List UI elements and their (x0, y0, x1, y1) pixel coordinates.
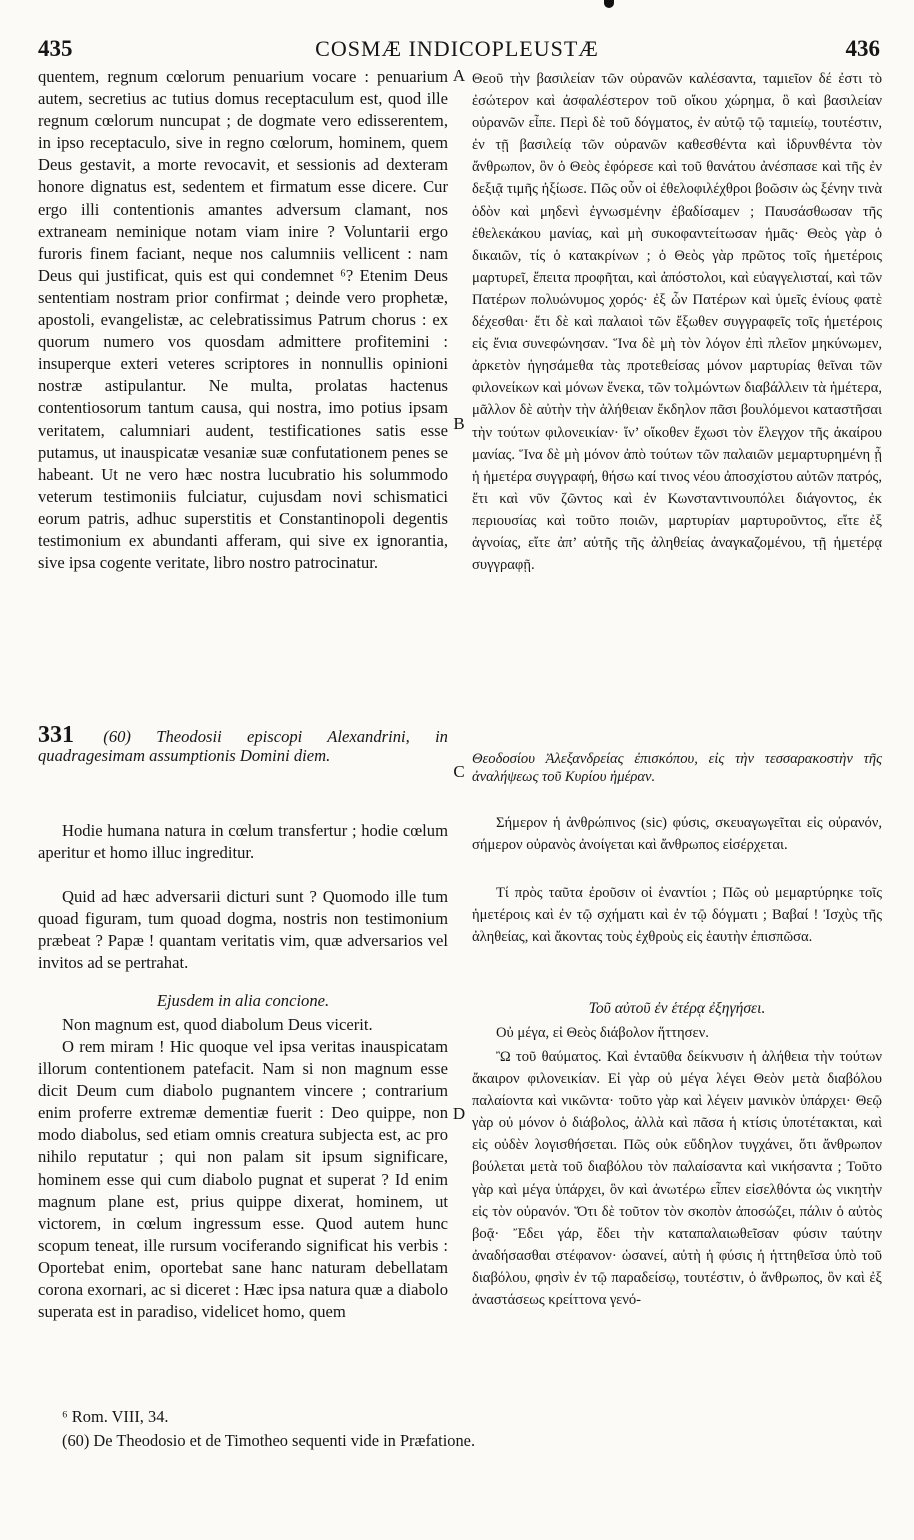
latin-sub-heading: Ejusdem in alia concione. (156, 991, 330, 1010)
latin-paragraph-5: O rem miram ! Hic quoque vel ipsa veritas inauspicatam illorum contentionem patefacit. Nam si non magnum esse dicit Deum cum diabolo pugnantem vincere ; contrarium enim proferre extremæ dementiæ fuerit : Deo quippe, non modo diabolus, sed etiam omnis creatura subjecta est, ac pro nihilo reputatur ; qui non palam sit ipsum significare, hominem esse qui cum diabolo pugnat et superat ? Id enim magnum plane est, prius quippe dixerat, hominem, ut victorem, in cœlum ingressum esse. Quod autem hunc scopum teneat, ille rursum vociferando significat his verbis : Oportebat enim, oportebat sane hanc naturam debellatam corona exornari, ac si diceret : Hæc ipsa natura quæ a diabolo superata est in paradiso, videlicet homo, quem (38, 1037, 448, 1322)
latin-paragraph-3: Quid ad hæc adversarii dicturi sunt ? Quomodo ille tum quoad figuram, tum quoad dogma, nostris non testimonium præbeat ? Papæ ! quantam veritatis vim, quæ adversarios vel invitos ad se pertrahat. (38, 887, 448, 973)
greek-paragraph-4: Οὐ μέγα, εἰ Θεὸς διάβολον ἥττησεν. (496, 1025, 709, 1041)
greek-paragraph-1: Θεοῦ τὴν βασιλείαν τῶν οὐρανῶν καλέσαντα, ταμιεῖον δέ ἐστι τὸ ἐσώτερον καὶ ἀσφαλέστερον τοῦ οἴκου χώρημα, ὃ καὶ βασιλείαν οὐρανῶν εἶπε. Περὶ δὲ τοῦ δόγματος, ἐν αὐτῷ τῷ ταμιείῳ, τουτέστιν, ἐν τῇ βασιλείᾳ τῶν οὐρανῶν καθεσθέντα καὶ ἱδρυνθέντα τὸν ἄνθρωπον, ὃν ὁ Θεὸς ἐφόρεσε καὶ τοῦ θανάτου ἀνέσπασε καὶ τῆς ἐν δεξιᾷ τιμῆς ἠξίωσε. Πῶς οὖν οἱ ἐθελοφιλέχθροι βοῶσιν ὡς ξένην τινὰ ὁδὸν καὶ μηδενὶ ἐγνωσμένην ἐβαδίσαμεν ; Παυσάσθωσαν τῆς ἐθελεκάκου μανίας, καὶ μὴ συκοφαντείτωσαν ἡμᾶς· Θεὸς γὰρ ὁ δικαιῶν, τίς ὁ κατακρίνων ; ὁ Θεὸς γὰρ πρῶτος τοῖς ἡμετέροις μαρτυρεῖ, ἔπειτα προφῆται, καὶ ἀπόστολοι, καὶ εὐαγγελισταί, καὶ τῶν Πατέρων πολυώνυμος χορός· ἐξ ὧν Πατέρων καὶ ὑμεῖς ἐνίους φατὲ δέχεσθαι· ἔτι δὲ καὶ παλαιοὶ τῶν ἔξωθεν συγγραφεῖς τοῖς ἡμετέροις εἰς ἔνια συνεφώνησαν. Ἵνα δὲ μὴ τὸν λόγον ἐπὶ πλεῖον μηκύνωμεν, ἀρκετὸν ἡγησάμεθα τὰς προτεθείσας μόνον μαρτυρίας θεῖναι τῶν φιλονείκων καὶ μόνων ἕνεκα, τῶν τολμώντων διαβάλλειν τὰ ἡμέτερα, μᾶλλον δὲ αὐτὴν τὴν ἀλήθειαν ἔκδηλον πᾶσι βουλόμενοι καταστῆσαι τὴν τούτων φιλονεικίαν· ἵν’ οἴκοθεν ἔχωσι τὸν ἔλεγχον τῆς ἀκαίρου μανίας. Ἵνα δὲ μὴ μόνον ἀπὸ τούτων τῶν παλαιῶν μεμαρτυρημένη ᾖ ἡ ἡμετέρα συγγραφή, θήσω καί τινος νέου ἀποσχίστου αὐτῶν πατρός, ἔτι καὶ νῦν ζῶντος καὶ ἐν Κωνσταντινουπόλει διάγοντος, ἐκ περιουσίας καὶ τοῦτο ποιῶν, μαρτυρίαν μαρτυροῦντος, εἴτε ἐξ ἀγνοίας, εἴτε ἀπ’ αὐτῆς τῆς ἀληθείας ἀναγκαζομένου, τῇ ἡμετέρᾳ συγγραφῇ. (472, 71, 882, 574)
greek-paragraph-2: Σήμερον ἡ ἀνθρώπινος (sic) φύσις, σκευαγωγεῖται εἰς οὐρανόν, σήμερον οὐρανὸς ἀνοίγεται καὶ ἄνθρωπος εἰσέρχεται. (472, 815, 882, 854)
page-number-right: 436 (845, 36, 880, 61)
latin-paragraph-1: quentem, regnum cœlorum penuarium vocare : penuarium autem, secretius ac tutius domus receptaculum est, quod ille regnum cœlorum nuncupat ; de dogmate vero edisserentem, in ipso receptaculo, sive in regno cœlorum, hominem, quem Deus gestavit, a morte revocavit, et sessionis ad dexteram honore dignatus est, sedentem et firmatum esse dicere. Cur ergo illi contentionis amantes adversum clamant, nos extraneam neminique notam viam inire ? Voluntarii ergo furoris finem faciant, neque nos calumniis vellicent : nam Deus qui justificat, quis est qui condemnet ⁶? Etenim Deus sententiam nostram prior confirmat ; deinde vero prophetæ, apostoli, evangelistæ, ac celebratissimus Patrum chorus : ex quorum numero vos quosdam admittere profitemini : insuperque exteri veteres scriptores in nonnullis opinioni nostræ astipulantur. Ne multa, prolatas hactenus contentiosorum tantum causa, qui nostra, imo potius ipsam veritatem, calumniari audent, testificationes satis esse putamus, ut inauspicatæ vesaniæ suæ confutationem penes se habeant. Ut ne vero hæc nostra lucubratio his solummodo veterum testimoniis fulciatur, cujusdam novi schismatici eorum patris, adhuc superstitis et Constantinopoli degentis testimonium ex abundanti afferam, qui sive ex ignorantia, sive ipsa cogente veritate, libro nostro patrocinatur. (38, 67, 448, 573)
footnote-2: (60) De Theodosio et de Timotheo sequenti vide in Præfatione. (62, 1431, 476, 1450)
latin-section-heading (38, 722, 448, 765)
margin-marker-a: A (452, 66, 466, 85)
margin-marker-c: C (453, 762, 465, 781)
latin-paragraph-4: Non magnum est, quod diabolum Deus vicerit. (62, 1015, 373, 1034)
margin-marker-b: B (453, 414, 465, 433)
top-ink-mark (604, 0, 614, 8)
latin-paragraph-2: Hodie humana natura in cœlum transfertur ; hodie cœlum aperitur et homo illuc ingreditur. (38, 821, 448, 863)
margin-marker-d: D (452, 1104, 466, 1123)
greek-section-heading: Θεοδοσίου Ἀλεξανδρείας ἐπισκόπου, εἰς τὴν τεσσαρακοστὴν τῆς ἀναλήψεως τοῦ Κυρίου ἡμέραν. (472, 751, 882, 785)
greek-sub-heading: Τοῦ αὐτοῦ ἐν ἑτέρᾳ ἐξηγήσει. (588, 1000, 766, 1017)
greek-paragraph-3: Τί πρὸς ταῦτα ἐροῦσιν οἱ ἐναντίοι ; Πῶς οὐ μεμαρτύρηκε τοῖς ἡμετέροις καὶ ἐν τῷ σχήματι καὶ ἐν τῷ δόγματι ; Βαβαί ! Ἰσχὺς τῆς ἀληθείας, καὶ ἄκοντας τοὺς ἐχθροὺς εἰς ἑαυτὴν ἐπισπῶσα. (472, 885, 882, 946)
page-number-left: 435 (38, 36, 73, 61)
running-title: COSMÆ INDICOPLEUSTÆ (315, 36, 599, 61)
footnotes (62, 1405, 882, 1453)
footnote-1: ⁶ Rom. VIII, 34. (62, 1407, 169, 1426)
section-number: 331 (38, 722, 74, 748)
latin-section-title: (60) Theodosii episcopi Alexandrini, in quadragesimam assumptionis Domini diem. (38, 727, 448, 765)
greek-paragraph-5: Ὢ τοῦ θαύματος. Καὶ ἐνταῦθα δείκνυσιν ἡ ἀλήθεια τὴν τούτων ἄκαιρον φιλονεικίαν. Εἰ γὰρ οὐ μέγα λέγει Θεὸν μετὰ διαβόλου παλαίοντα καὶ νικῶντα· τοῦτο γὰρ καὶ λέγειν μανικὸν ὑπάρχει· Θεῷ γὰρ οὐ μόνον ὁ διάβολος, ἀλλὰ καὶ πᾶσα ἡ κτίσις ὑποτέτακται, καὶ εἰς οὐδὲν λογισθήσεται. Πῶς οὐκ εὔδηλον τυγχάνει, ὅτι ἄνθρωπον βούλεται μετὰ τοῦ διαβόλου τὸν παλαίσαντα καὶ νικήσαντα ; Τοῦτο γὰρ καὶ μέγα ὑπάρχει, ὃν καὶ ἀνωτέρω εἶπεν εἰσελθόντα ὡς νικητὴν εἰς τὸν οὐρανόν. Ὅτι δὲ τοῦτον τὸν σκοπὸν ἀποσώζει, πάλιν ὁ αὐτὸς βοᾷ· Ἔδει γάρ, ἔδει τὴν καταπαλαιωθεῖσαν φύσιν ταύτην ἀναδήσασθαι στέφανον· ὡσανεί, αὐτὴ ἡ φύσις ἡ ἡττηθεῖσα ὑπὸ τοῦ διαβόλου, φησὶν ἐν τῷ παραδείσῳ, τουτέστιν, ὁ ἄνθρωπος, ὃν καὶ ἐξ ἀναστάσεως κρείττονα γενό- (472, 1049, 882, 1309)
